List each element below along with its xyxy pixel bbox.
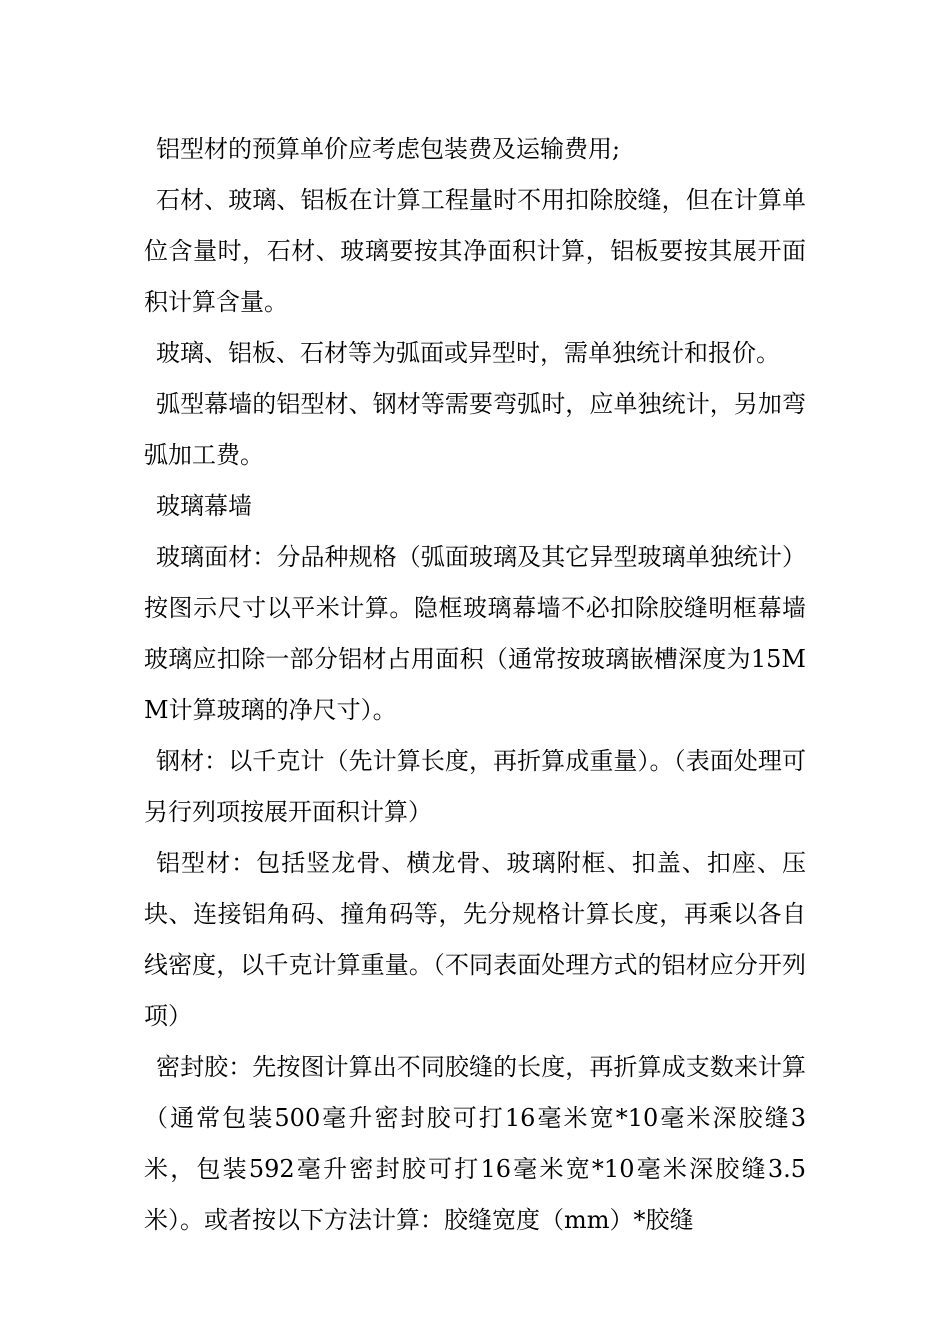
paragraph-curved-special-shape: 玻璃、铝板、石材等为弧面或异型时，需单独统计和报价。	[156, 339, 780, 367]
paragraph-stone-glass-aluminum-quantity: 石材、玻璃、铝板在计算工程量时不用扣除胶缝，但在计算单位含量时，石材、玻璃要按其净面积计算，铝板要按其展开面积计算含量。	[144, 186, 806, 316]
section-heading-glass-curtain-wall: 玻璃幕墙	[156, 492, 252, 520]
document-body	[144, 124, 806, 1246]
paragraph-aluminum-unit-price: 铝型材的预算单价应考虑包装费及运输费用;	[156, 135, 621, 163]
paragraph-curved-curtain-wall: 弧型幕墙的铝型材、钢材等需要弯弧时，应单独统计，另加弯弧加工费。	[144, 390, 806, 469]
paragraph-sealant: 密封胶：先按图计算出不同胶缝的长度，再折算成支数来计算（通常包装500毫升密封胶可打16毫米宽*10毫米深胶缝3米，包装592毫升密封胶可打16毫米宽*10毫米深胶缝3.5米）。或者按以下方法计算：胶缝宽度（mm）*胶缝	[144, 1053, 806, 1234]
paragraph-aluminum-profile: 铝型材：包括竖龙骨、横龙骨、玻璃附框、扣盖、扣座、压块、连接铝角码、撞角码等，先分规格计算长度，再乘以各自线密度，以千克计算重量。（不同表面处理方式的铝材应分开列项）	[144, 849, 806, 1030]
paragraph-steel: 钢材：以千克计（先计算长度，再折算成重量）。（表面处理可另行列项按展开面积计算）	[144, 747, 806, 826]
paragraph-glass-panel: 玻璃面材：分品种规格（弧面玻璃及其它异型玻璃单独统计）按图示尺寸以平米计算。隐框玻璃幕墙不必扣除胶缝明框幕墙玻璃应扣除一部分铝材占用面积（通常按玻璃嵌槽深度为15MM计算玻璃的净尺寸）。	[144, 543, 806, 724]
